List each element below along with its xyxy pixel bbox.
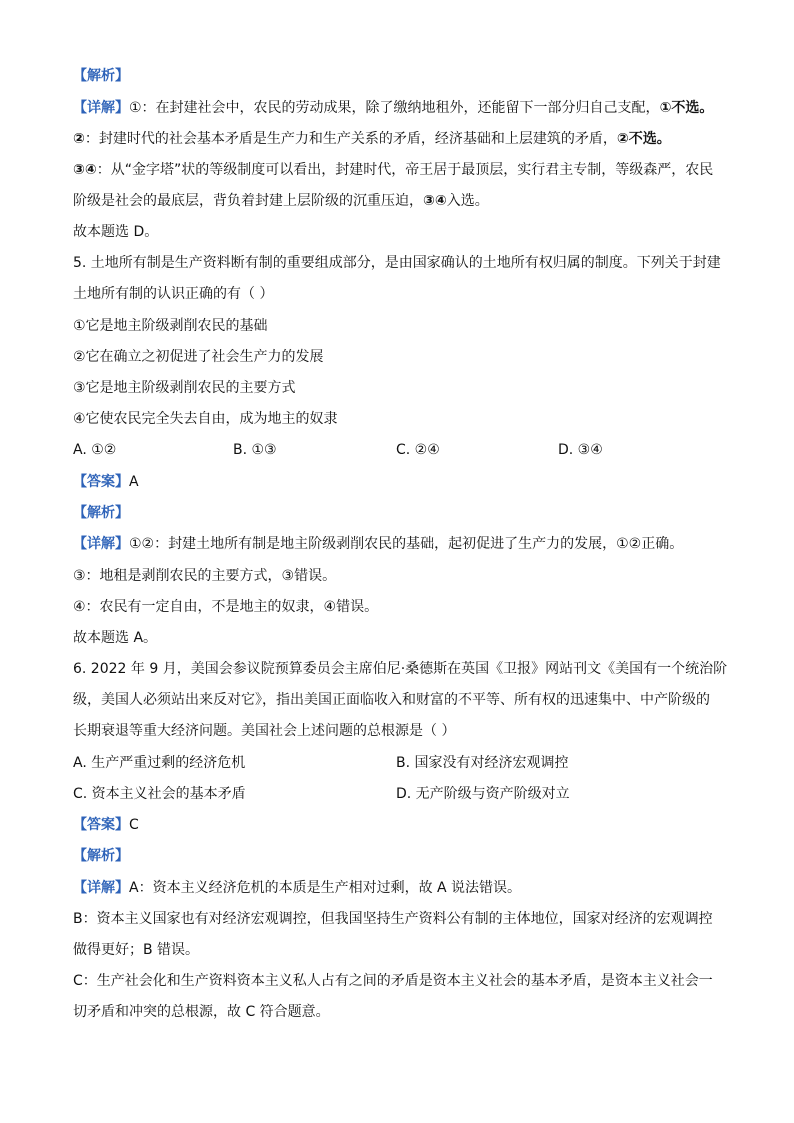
q6-option-a: A. 生产严重过剩的经济危机: [73, 755, 246, 771]
q6-answer: [73, 815, 139, 835]
q5-answer: [73, 472, 139, 492]
q5-detail-line-2: ③：地租是剥削农民的主要方式，③错误。: [73, 568, 337, 584]
conclusion: 故本题选 D。: [73, 224, 159, 240]
circled-number: ②: [73, 131, 85, 147]
answer-tag: 【答案】: [73, 474, 129, 490]
q6-detail-line-3: 做得更好；B 错误。: [73, 942, 200, 958]
q5-stem-line-2: 土地所有制的认识正确的有（ ）: [73, 286, 274, 302]
q5-item-2: ②它在确立之初促进了社会生产力的发展: [73, 349, 324, 365]
detail-text: ：从“金字塔”状的等级制度可以看出，封建时代，帝王居于最顶层，实行君主专制，等级森严，农民: [96, 162, 714, 178]
detail-text: 阶级是社会的最底层，背负着封建上层阶级的沉重压迫，: [73, 193, 423, 209]
detail-tag: 【详解】: [73, 100, 129, 116]
q5-detail-line-3: ④：农民有一定自由，不是地主的奴隶，④错误。: [73, 599, 379, 615]
q6-option-c: C. 资本主义社会的基本矛盾: [73, 786, 246, 802]
detail-tag: 【详解】: [73, 880, 129, 896]
q6-stem-line-2: 级，美国人必须站出来反对它》，指出美国正面临收入和财富的不平等、所有权的迅速集中、中产阶级的: [73, 692, 710, 708]
q5-item-1: ①它是地主阶级剥削农民的基础: [73, 318, 268, 334]
q6-detail-line-1: [73, 878, 521, 898]
q5-option-a: A. ①②: [73, 442, 117, 458]
detail-line-3: [73, 160, 713, 180]
circled-number: ③④: [73, 162, 97, 178]
detail-line-2: [73, 129, 671, 149]
q6-detail-line-2: B：资本主义国家也有对经济宏观调控，但我国坚持生产资料公有制的主体地位，国家对经济的宏观调控: [73, 911, 713, 927]
circled-number: ③④: [423, 193, 447, 209]
detail-text: ①②：封建土地所有制是地主阶级剥削农民的基础，起初促进了生产力的发展，①②正确。: [129, 536, 684, 552]
answer-value: A: [129, 474, 139, 490]
q6-analysis-heading: 【解析】: [73, 848, 129, 864]
q6-option-b: B. 国家没有对经济宏观调控: [396, 755, 569, 771]
q5-stem-line-1: 5. 土地所有制是生产资料断有制的重要组成部分，是由国家确认的土地所有权归属的制度。下列关于封建: [73, 255, 721, 271]
q5-option-d: D. ③④: [558, 442, 603, 458]
q5-item-4: ④它使农民完全失去自由，成为地主的奴隶: [73, 411, 338, 427]
detail-text: ：封建时代的社会基本矛盾是生产力和生产关系的矛盾，经济基础和上层建筑的矛盾，: [84, 131, 617, 147]
detail-tag: 【详解】: [73, 536, 129, 552]
answer-value: C: [129, 817, 139, 833]
detail-text-end: ②不选。: [616, 131, 671, 147]
q6-stem-line-1: 6. 2022 年 9 月，美国会参议院预算委员会主席伯尼·桑德斯在英国《卫报》网站刊文《美国有一个统治阶: [73, 661, 728, 677]
analysis-heading: 【解析】: [73, 68, 129, 84]
detail-text-end: ①不选。: [659, 100, 714, 116]
q5-option-b: B. ①③: [233, 442, 277, 458]
q5-detail-line-1: [73, 534, 683, 554]
q6-stem-line-3: 长期衰退等重大经济问题。美国社会上述问题的总根源是（ ）: [73, 723, 456, 739]
answer-tag: 【答案】: [73, 817, 129, 833]
q5-item-3: ③它是地主阶级剥削农民的主要方式: [73, 380, 296, 396]
detail-text: A：资本主义经济危机的本质是生产相对过剩，故 A 说法错误。: [129, 880, 522, 896]
detail-text: ①：在封建社会中，农民的劳动成果，除了缴纳地租外，还能留下一部分归自己支配，: [129, 100, 660, 116]
q5-analysis-heading: 【解析】: [73, 505, 129, 521]
q5-option-c: C. ②④: [396, 442, 440, 458]
detail-line-1: [73, 98, 713, 118]
q6-detail-line-5: 切矛盾和冲突的总根源，故 C 符合题意。: [73, 1004, 330, 1020]
detail-text-end: 入选。: [446, 193, 489, 209]
detail-line-4: [73, 191, 489, 211]
q6-option-d: D. 无产阶级与资产阶级对立: [396, 786, 570, 802]
q5-conclusion: 故本题选 A。: [73, 630, 158, 646]
q6-detail-line-4: C：生产社会化和生产资料资本主义私人占有之间的矛盾是资本主义社会的基本矛盾，是资本主义社会一: [73, 973, 713, 989]
